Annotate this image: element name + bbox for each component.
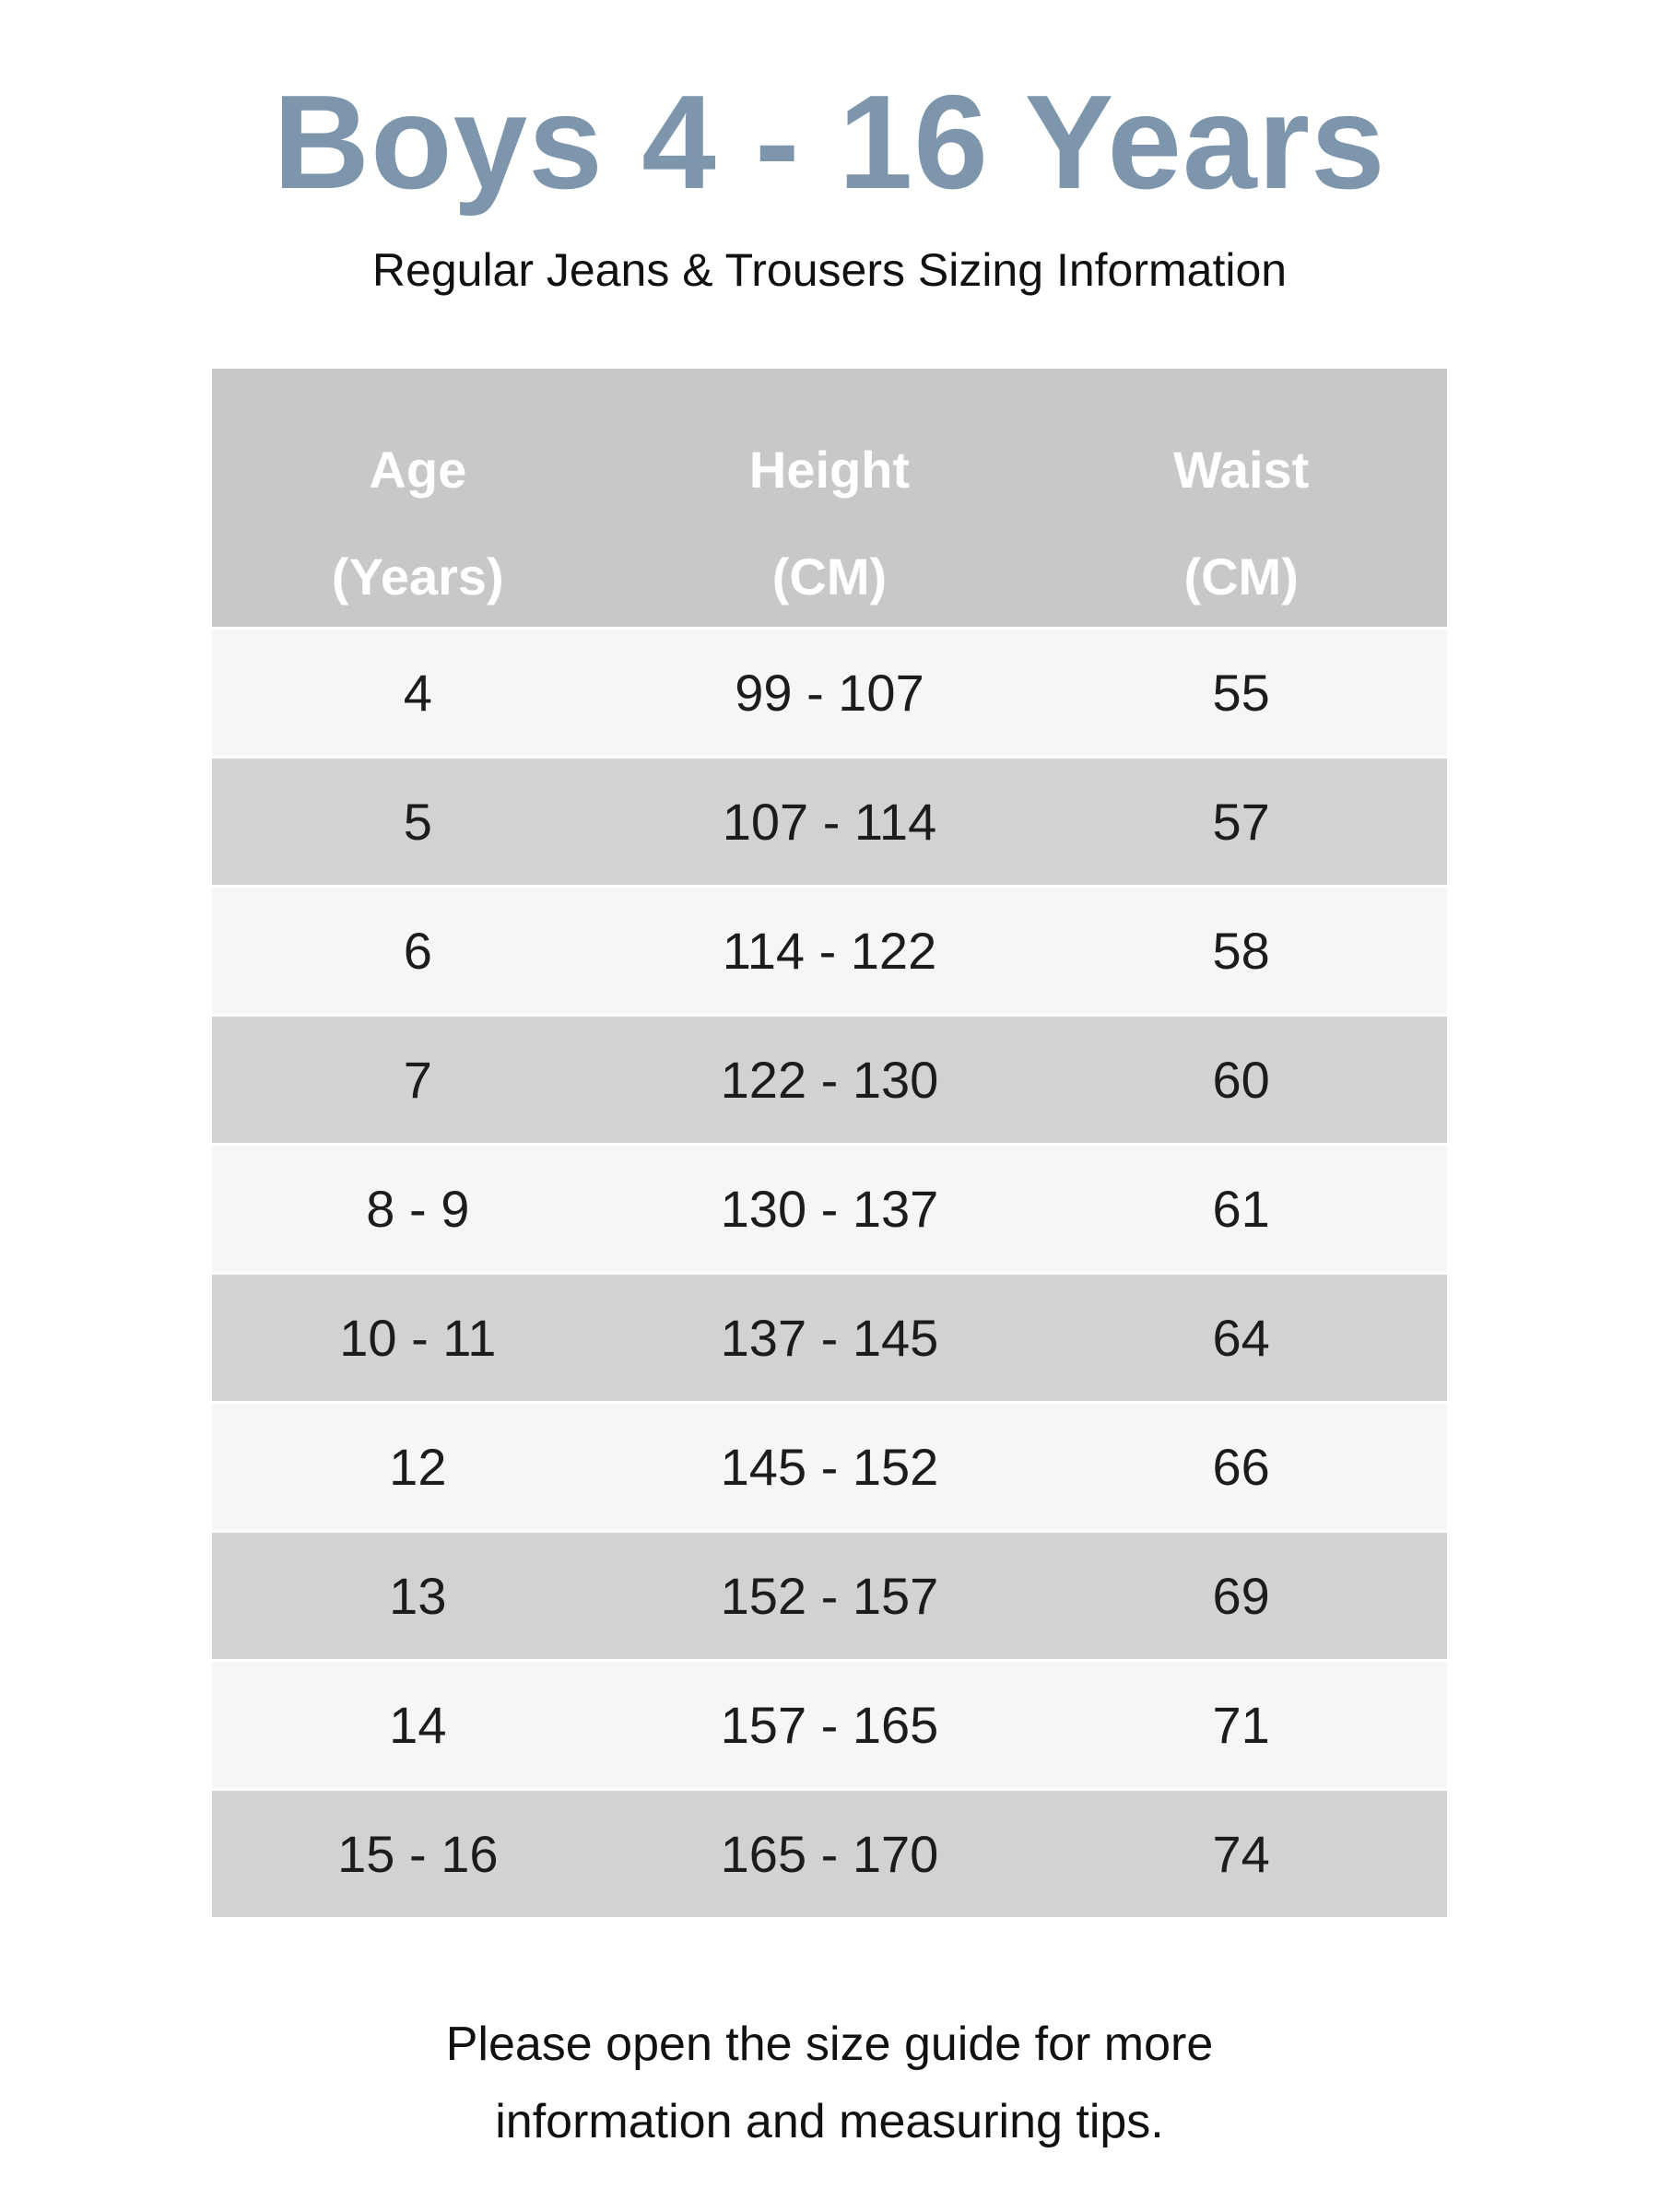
age-cell: 7 [212,1016,624,1145]
age-cell: 15 - 16 [212,1790,624,1918]
waist-cell: 60 [1035,1016,1447,1145]
age-cell: 8 - 9 [212,1145,624,1274]
age-cell: 5 [212,758,624,887]
height-cell: 114 - 122 [624,887,1036,1016]
waist-cell: 57 [1035,758,1447,887]
height-cell: 152 - 157 [624,1532,1036,1661]
table-row [212,758,1447,887]
table-row [212,1274,1447,1403]
column-header-age-line1: Age [369,441,467,500]
column-header-waist [1035,369,1447,629]
age-cell: 4 [212,629,624,758]
table-row [212,887,1447,1016]
height-cell: 122 - 130 [624,1016,1036,1145]
column-header-height [624,369,1036,629]
table-row [212,1403,1447,1532]
waist-cell: 69 [1035,1532,1447,1661]
page-subtitle: Regular Jeans & Trousers Sizing Information [371,244,1288,297]
footer-note-line2: information and measuring tips. [495,2095,1164,2149]
sizing-table-header [212,369,1447,629]
table-row [212,1532,1447,1661]
age-cell: 10 - 11 [212,1274,624,1403]
waist-cell: 64 [1035,1274,1447,1403]
sizing-table-body [212,629,1447,1918]
table-row [212,1016,1447,1145]
height-cell: 145 - 152 [624,1403,1036,1532]
column-header-height-line2: (CM) [771,547,888,606]
waist-cell: 74 [1035,1790,1447,1918]
footer-note-line1: Please open the size guide for more [445,2018,1214,2072]
height-cell: 107 - 114 [624,758,1036,887]
height-cell: 130 - 137 [624,1145,1036,1274]
column-header-height-line1: Height [748,441,911,500]
column-header-waist-line2: (CM) [1183,547,1299,606]
waist-cell: 71 [1035,1661,1447,1790]
column-header-age [212,369,624,629]
age-cell: 6 [212,887,624,1016]
table-row [212,1145,1447,1274]
table-header-row [212,369,1447,629]
table-row [212,1790,1447,1918]
height-cell: 99 - 107 [624,629,1036,758]
height-cell: 165 - 170 [624,1790,1036,1918]
column-header-waist-line1: Waist [1173,441,1310,500]
waist-cell: 55 [1035,629,1447,758]
table-row [212,629,1447,758]
waist-cell: 61 [1035,1145,1447,1274]
column-header-age-line2: (Years) [331,547,504,606]
height-cell: 157 - 165 [624,1661,1036,1790]
page-title: Boys 4 - 16 Years [273,67,1386,217]
age-cell: 13 [212,1532,624,1661]
footer-note [0,2006,1659,2160]
table-row [212,1661,1447,1790]
sizing-table [212,369,1447,1917]
height-cell: 137 - 145 [624,1274,1036,1403]
waist-cell: 66 [1035,1403,1447,1532]
age-cell: 12 [212,1403,624,1532]
age-cell: 14 [212,1661,624,1790]
waist-cell: 58 [1035,887,1447,1016]
